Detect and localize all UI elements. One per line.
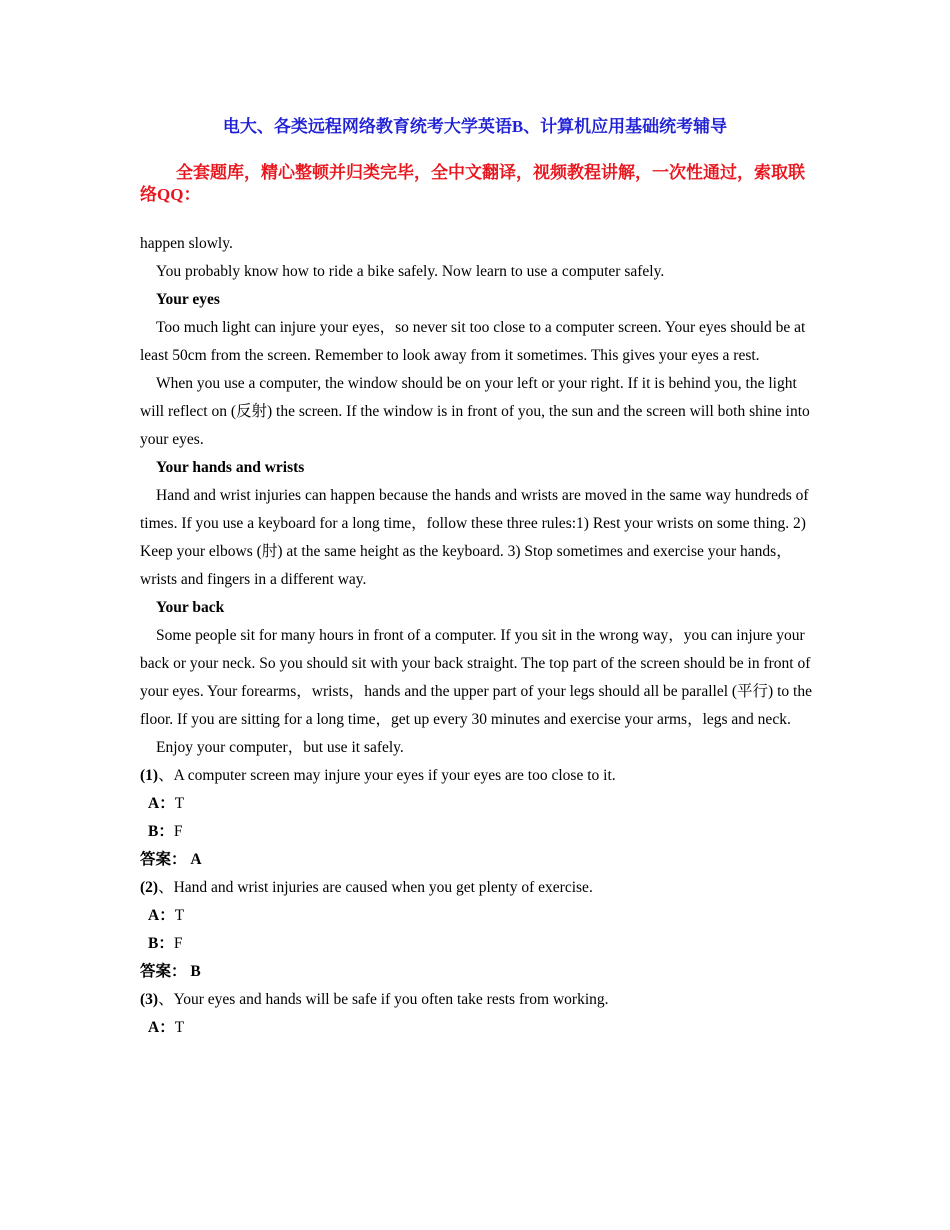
option-key: A： — [148, 907, 175, 924]
passage-paragraph: Hand and wrist injuries can happen because the hands and wrists are moved in the same way hundreds of times. If you use a keyboard for a long time，follow these three rules:1) Rest your wrists on some thing. 2) Keep your elbows (肘) at the same height as the keyboard. 3) Stop sometimes and exercise your hands，wrists and fingers in a different way. — [140, 487, 809, 588]
option-key: B： — [148, 935, 174, 952]
question-number: (1) — [140, 767, 159, 784]
question-2 — [140, 874, 812, 902]
question-2-answer — [140, 958, 812, 986]
question-text: Hand and wrist injuries are caused when you get plenty of exercise. — [173, 879, 593, 896]
passage-paragraph: When you use a computer, the window should be on your left or your right. If it is behind you, the light will reflect on (反射) the screen. If the window is in front of you, the sun and the screen will both shine into your eyes. — [140, 375, 810, 448]
answer-label: 答案： — [140, 851, 187, 868]
question-number: (2) — [140, 879, 159, 896]
document-header-title: 电大、各类远程网络教育统考大学英语B、计算机应用基础统考辅导 — [222, 117, 728, 136]
section-heading-back: Your back — [156, 599, 225, 616]
option-value: T — [174, 795, 185, 812]
option-key: A： — [148, 1019, 175, 1036]
option-value: T — [174, 907, 185, 924]
question-1-option-b — [140, 818, 812, 846]
passage-paragraph: Enjoy your computer，but use it safely. — [156, 739, 404, 756]
passage-paragraph: You probably know how to ride a bike safely. Now learn to use a computer safely. — [156, 263, 665, 280]
option-value: F — [173, 935, 183, 952]
passage-paragraph: happen slowly. — [140, 235, 233, 252]
question-3 — [140, 986, 812, 1014]
question-separator: 、 — [158, 767, 174, 784]
question-2-option-a — [140, 902, 812, 930]
question-text: A computer screen may injure your eyes if your eyes are too close to it. — [173, 767, 616, 784]
section-heading-eyes: Your eyes — [156, 291, 220, 308]
option-key: A： — [148, 795, 175, 812]
answer-value: A — [190, 851, 202, 868]
option-value: T — [174, 1019, 185, 1036]
option-value: F — [173, 823, 183, 840]
question-1-option-a — [140, 790, 812, 818]
question-number: (3) — [140, 991, 159, 1008]
document-body — [140, 230, 812, 1042]
passage-paragraph: Some people sit for many hours in front of a computer. If you sit in the wrong way，you can injure your back or your neck. So you should sit with your back straight. The top part of the screen should be in front of your eyes. Your forearms，wrists，hands and the upper part of your legs should all be parallel (平行) to the floor. If you are sitting for a long time，get up every 30 minutes and exercise your arms，legs and neck. — [140, 627, 812, 728]
document-header-promo: 全套题库，精心整顿并归类完毕，全中文翻译，视频教程讲解，一次性通过，索取联络QQ： — [140, 163, 805, 204]
answer-value: B — [190, 963, 201, 980]
question-separator: 、 — [158, 879, 174, 896]
question-2-option-b — [140, 930, 812, 958]
question-separator: 、 — [158, 991, 174, 1008]
question-1 — [140, 762, 812, 790]
question-3-option-a — [140, 1014, 812, 1042]
answer-label: 答案： — [140, 963, 187, 980]
question-1-answer — [140, 846, 812, 874]
option-key: B： — [148, 823, 174, 840]
section-heading-hands-wrists: Your hands and wrists — [156, 459, 305, 476]
passage-paragraph: Too much light can injure your eyes，so never sit too close to a computer screen. Your eyes should be at least 50cm from the screen. Remember to look away from it sometimes. This gives your eyes a rest. — [140, 319, 806, 364]
question-text: Your eyes and hands will be safe if you often take rests from working. — [173, 991, 609, 1008]
